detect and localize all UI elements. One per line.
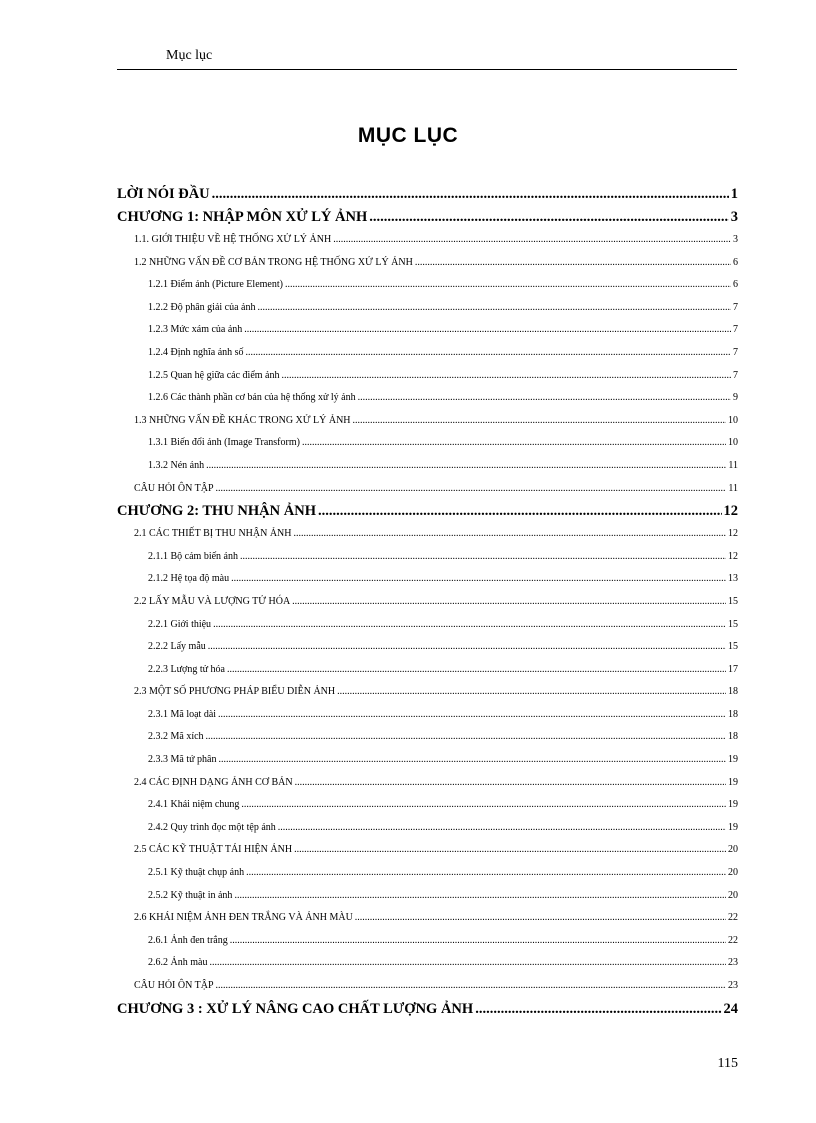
toc-entry-page: 10 (728, 414, 738, 426)
dot-leader (212, 183, 729, 206)
toc-entry[interactable] (117, 183, 738, 206)
toc-entry-title: 2.2.2 Lấy mẫu (148, 641, 206, 653)
toc-entry-title: CHƯƠNG 3 : XỬ LÝ NÂNG CAO CHẤT LƯỢNG ẢNH (117, 1000, 474, 1017)
dot-leader (241, 794, 726, 817)
toc-entry-title: 2.3.1 Mã loạt dài (148, 708, 217, 720)
toc-entry-page: 15 (728, 641, 738, 653)
toc-entry-page: 3 (730, 209, 738, 225)
toc-entry[interactable] (117, 885, 738, 908)
dot-leader (230, 930, 726, 953)
toc-entry[interactable] (117, 794, 738, 817)
toc-entry-page: 19 (728, 799, 738, 811)
toc-entry-title: 2.2 LẤY MẪU VÀ LƯỢNG TỬ HÓA (134, 595, 291, 607)
toc-entry-page: 24 (723, 1000, 738, 1017)
dot-leader (244, 319, 731, 342)
toc-entry-title: 1.1. GIỚI THIỆU VỀ HỆ THỐNG XỬ LÝ ẢNH (134, 234, 332, 245)
toc-entry-page: 6 (733, 256, 738, 268)
toc-entry-page: 18 (728, 686, 738, 698)
toc-entry-title: 2.5.1 Kỹ thuật chụp ảnh (148, 867, 245, 879)
toc-entry[interactable] (117, 568, 738, 591)
toc-entry[interactable] (117, 772, 738, 795)
dot-leader (206, 726, 726, 749)
toc-entry-page: 18 (728, 731, 738, 743)
dot-leader (234, 885, 726, 908)
dot-leader (333, 229, 731, 252)
toc-entry-page: 7 (733, 369, 738, 381)
toc-entry-page: 19 (728, 821, 738, 833)
toc-entry-title: 2.5 CÁC KỸ THUẬT TÁI HIỆN ẢNH (134, 844, 293, 856)
toc-entry-page: 20 (728, 889, 738, 901)
toc-entry-title: 1.2.6 Các thành phần cơ bản của hệ thống xử lý ảnh (148, 392, 356, 404)
toc-entry[interactable] (117, 952, 738, 975)
toc-entry-page: 22 (728, 934, 738, 946)
dot-leader (295, 772, 726, 795)
toc-entry-title: 2.2.1 Giới thiệu (148, 618, 212, 630)
toc-entry[interactable] (117, 726, 738, 749)
toc-entry-title: 1.3 NHỮNG VẤN ĐỀ KHÁC TRONG XỬ LÝ ẢNH (134, 414, 351, 426)
dot-leader (246, 862, 726, 885)
dot-leader (218, 704, 726, 727)
toc-entry-title: 2.6.1 Ảnh đen trắng (148, 934, 228, 946)
toc-entry-title: CÂU HỎI ÔN TẬP (134, 980, 214, 991)
dot-leader (209, 952, 726, 975)
dot-leader (302, 432, 726, 455)
toc-entry-page: 12 (723, 503, 738, 520)
dot-leader (292, 591, 726, 614)
dot-leader (415, 252, 731, 275)
dot-leader (231, 568, 726, 591)
toc-entry-title: 1.2.5 Quan hệ giữa các điểm ảnh (148, 369, 280, 381)
dot-leader (208, 636, 726, 659)
dot-leader (285, 274, 731, 297)
toc-entry-title: 2.3.3 Mã tứ phân (148, 754, 217, 766)
toc-entry[interactable] (117, 432, 738, 455)
toc-entry-page: 20 (728, 844, 738, 856)
dot-leader (257, 297, 731, 320)
toc-entry-title: 1.3.1 Biến đổi ảnh (Image Transform) (148, 437, 300, 449)
dot-leader (240, 546, 726, 569)
toc-entry-page: 6 (733, 279, 738, 291)
dot-leader (355, 907, 726, 930)
toc-entry[interactable] (117, 817, 738, 840)
dot-leader (216, 975, 726, 998)
toc-entry[interactable] (117, 387, 738, 410)
toc-entry[interactable] (117, 614, 738, 637)
toc-entry-page: 20 (728, 867, 738, 879)
toc-entry[interactable] (117, 839, 738, 862)
toc-entry-page: 15 (728, 595, 738, 607)
toc-entry-title: 1.2.2 Độ phân giải của ảnh (148, 301, 256, 313)
toc-entry[interactable] (117, 274, 738, 297)
toc-entry-page: 7 (733, 324, 738, 336)
header-rule (117, 69, 737, 70)
dot-leader (227, 659, 726, 682)
dot-leader (318, 500, 722, 523)
dot-leader (475, 998, 721, 1021)
toc-entry-title: 2.3 MỘT SỐ PHƯƠNG PHÁP BIỂU DIỄN ẢNH (134, 686, 336, 698)
toc-entry-page: 3 (733, 234, 738, 245)
toc-entry[interactable] (117, 500, 738, 523)
dot-leader (206, 455, 726, 478)
toc-entry-title: 2.1 CÁC THIẾT BỊ THU NHẬN ẢNH (134, 528, 292, 540)
toc-entry-title: 1.2 NHỮNG VẤN ĐỀ CƠ BẢN TRONG HỆ THỐNG XỬ LÝ ẢNH (134, 256, 413, 268)
toc-entry[interactable] (117, 523, 738, 546)
dot-leader (213, 614, 726, 637)
toc-entry[interactable] (117, 998, 738, 1021)
dot-leader (218, 749, 726, 772)
toc-entry-page: 23 (728, 980, 738, 991)
toc-entry-title: 2.4 CÁC ĐỊNH DẠNG ẢNH CƠ BẢN (134, 776, 293, 788)
toc-entry[interactable] (117, 252, 738, 275)
toc-entry-page: 7 (733, 346, 738, 358)
toc-entry[interactable] (117, 975, 738, 998)
toc-entry-title: 1.2.3 Mức xám của ảnh (148, 324, 243, 336)
toc-entry-page: 22 (728, 912, 738, 924)
toc-entry-page: 19 (728, 754, 738, 766)
toc-entry[interactable] (117, 297, 738, 320)
toc-entry-page: 23 (728, 957, 738, 969)
toc-entry[interactable] (117, 229, 738, 252)
toc-entry-page: 15 (728, 618, 738, 630)
toc-entry[interactable] (117, 206, 738, 229)
dot-leader (294, 839, 726, 862)
dot-leader (281, 365, 731, 388)
toc-entry-title: 2.4.1 Khái niệm chung (148, 799, 240, 811)
toc-entry-title: 2.1.1 Bộ cảm biến ảnh (148, 550, 238, 562)
toc-entry-title: CHƯƠNG 2: THU NHẬN ẢNH (117, 503, 316, 520)
dot-leader (353, 410, 726, 433)
toc-entry-title: 2.6 KHÁI NIỆM ẢNH ĐEN TRẮNG VÀ ẢNH MÀU (134, 912, 353, 924)
page-title: MỤC LỤC (357, 124, 459, 147)
toc-entry[interactable] (117, 546, 738, 569)
toc-entry-title: 2.3.2 Mã xích (148, 731, 204, 743)
toc-entry[interactable] (117, 636, 738, 659)
toc-entry-page: 11 (728, 482, 738, 494)
toc-entry-title: 2.4.2 Quy trình đọc một tệp ảnh (148, 821, 276, 833)
toc-entry-title: LỜI NÓI ĐẦU (117, 186, 210, 202)
running-header: Mục lục (166, 48, 213, 63)
toc-entry[interactable] (117, 410, 738, 433)
toc-entry-page: 7 (733, 301, 738, 313)
toc-entry-page: 18 (728, 708, 738, 720)
toc-entry-title: CÂU HỎI ÔN TẬP (134, 482, 214, 494)
toc-entry[interactable] (117, 591, 738, 614)
page-number: 115 (717, 1056, 738, 1071)
table-of-contents (117, 183, 738, 1021)
toc-entry-page: 12 (728, 528, 738, 540)
toc-entry[interactable] (117, 319, 738, 342)
toc-entry[interactable] (117, 342, 738, 365)
toc-entry-page: 17 (728, 663, 738, 675)
toc-entry-page: 1 (730, 186, 738, 202)
toc-entry[interactable] (117, 681, 738, 704)
toc-entry-title: 1.3.2 Nén ảnh (148, 459, 205, 471)
dot-leader (369, 206, 729, 229)
toc-entry-title: 1.2.4 Định nghĩa ảnh số (148, 346, 244, 358)
toc-entry[interactable] (117, 455, 738, 478)
toc-entry-page: 9 (733, 392, 738, 404)
dot-leader (337, 681, 726, 704)
toc-entry[interactable] (117, 862, 738, 885)
toc-entry-title: 2.1.2 Hệ tọa độ màu (148, 573, 230, 585)
toc-entry[interactable] (117, 478, 738, 501)
toc-entry-page: 11 (728, 459, 738, 471)
dot-leader (278, 817, 726, 840)
toc-entry[interactable] (117, 907, 738, 930)
toc-entry-title: 1.2.1 Điểm ảnh (Picture Element) (148, 279, 283, 291)
dot-leader (294, 523, 727, 546)
toc-entry-page: 12 (728, 550, 738, 562)
dot-leader (246, 342, 731, 365)
toc-entry-page: 13 (728, 573, 738, 585)
toc-entry[interactable] (117, 749, 738, 772)
toc-entry-title: 2.2.3 Lượng tử hóa (148, 663, 225, 675)
toc-entry[interactable] (117, 704, 738, 727)
toc-entry-title: 2.5.2 Kỹ thuật in ảnh (148, 889, 233, 901)
toc-entry-page: 19 (728, 776, 738, 788)
dot-leader (358, 387, 731, 410)
dot-leader (216, 478, 727, 501)
toc-entry[interactable] (117, 930, 738, 953)
toc-entry-page: 10 (728, 437, 738, 449)
toc-entry-title: 2.6.2 Ảnh màu (148, 957, 208, 969)
toc-entry-title: CHƯƠNG 1: NHẬP MÔN XỬ LÝ ẢNH (117, 209, 368, 225)
toc-entry[interactable] (117, 365, 738, 388)
toc-entry[interactable] (117, 659, 738, 682)
